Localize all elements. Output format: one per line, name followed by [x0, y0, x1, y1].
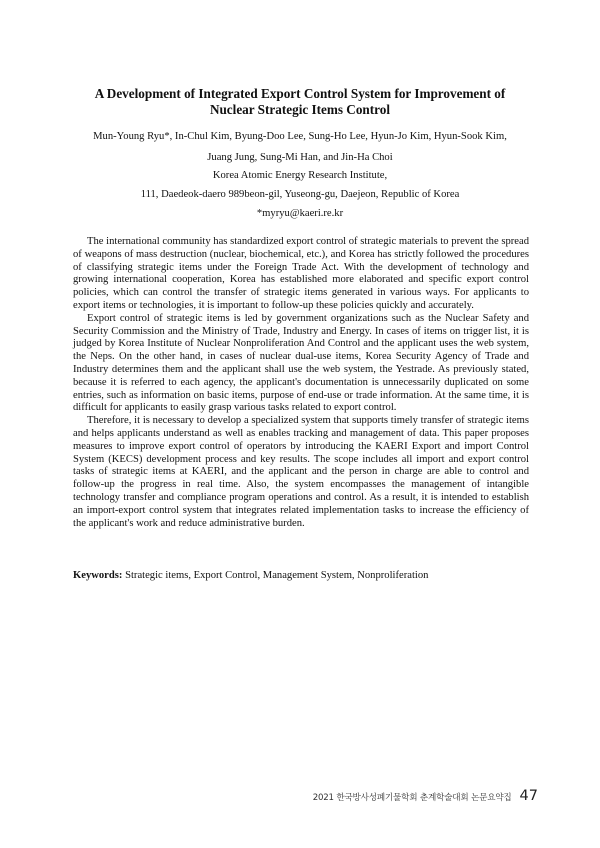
abstract: [73, 236, 529, 530]
paper-title: [60, 86, 540, 118]
authors-line-1: Mun-Young Ryu*, In-Chul Kim, Byung-Doo Lee, Sung-Ho Lee, Hyun-Jo Kim, Hyun-Sook Kim,: [93, 131, 507, 142]
abstract-paragraph-3: Therefore, it is necessary to develop a specialized system that supports timely transfer of strategic items and helps applicants understand as well as enables tracking and management of data. This paper proposes measures to improve export control of operators by introducing the KAERI Export and import Control System (KECS) development process and key results. The scope includes all import and export control tasks of strategic items at KAERI, and the applicant and the person in charge are able to control and follow-up the progress in real time. Also, the system encompasses the management of intangible technology transfer and compliance program operations and control. As a result, it is intended to establish an import-export control system that integrates related implementation tasks to increase the efficiency of the applicant's work and reduce administrative burden.: [73, 415, 529, 529]
page-number: 47: [519, 788, 538, 804]
keywords-text: Strategic items, Export Control, Management System, Nonproliferation: [122, 570, 429, 581]
abstract-paragraph-2: Export control of strategic items is led by government organizations such as the Nuclear Safety and Security Commission and the Ministry of Trade, Industry and Energy. In cases of items on trigger list, it is judged by Korea Institute of Nuclear Nonproliferation And Control and the applicant uses the web system, the Neps. On the other hand, in cases of nuclear dual-use items, Korea Security Agency of Trade and Industry determines them and the applicant shall use the web system, the Yestrade. As previously stated, because it is referred to each agency, the applicant's documentation is unnecessarily duplicated on some entries, such as information on basic items, purpose of end-use or trade information. At the same time, it is difficult for applicants to easily grasp various tasks related to export control.: [73, 312, 529, 414]
authors-line-2: Juang Jung, Sung-Mi Han, and Jin-Ha Choi: [207, 152, 393, 163]
keywords: [73, 569, 529, 582]
title-line-2: Nuclear Strategic Items Control: [209, 102, 391, 117]
title-line-1: A Development of Integrated Export Control System for Improvement of: [94, 86, 506, 101]
keywords-label: Keywords:: [73, 570, 123, 581]
email: *myryu@kaeri.re.kr: [256, 208, 344, 219]
proceedings-title: 2021 한국방사성폐기물학회 춘계학술대회 논문요약집: [312, 793, 512, 803]
abstract-paragraph-1: The international community has standardized export control of strategic materials to prevent the spread of weapons of mass destruction (nuclear, biochemical, etc.), and Korea has strictly followed the procedures of classifying strategic items under the Foreign Trade Act. With the development of technology and growing international cooperation, Korea has established more elaborated and specific export control policies, which can control the transfer of strategic items generated in various ways. For applicants to export items or technologies, it is important to follow-up these policies quickly and accurately.: [73, 236, 529, 311]
page-footer: [313, 788, 538, 804]
affiliation: Korea Atomic Energy Research Institute,: [212, 170, 388, 181]
address: 111, Daedeok-daero 989beon-gil, Yuseong-gu, Daejeon, Republic of Korea: [140, 189, 460, 200]
